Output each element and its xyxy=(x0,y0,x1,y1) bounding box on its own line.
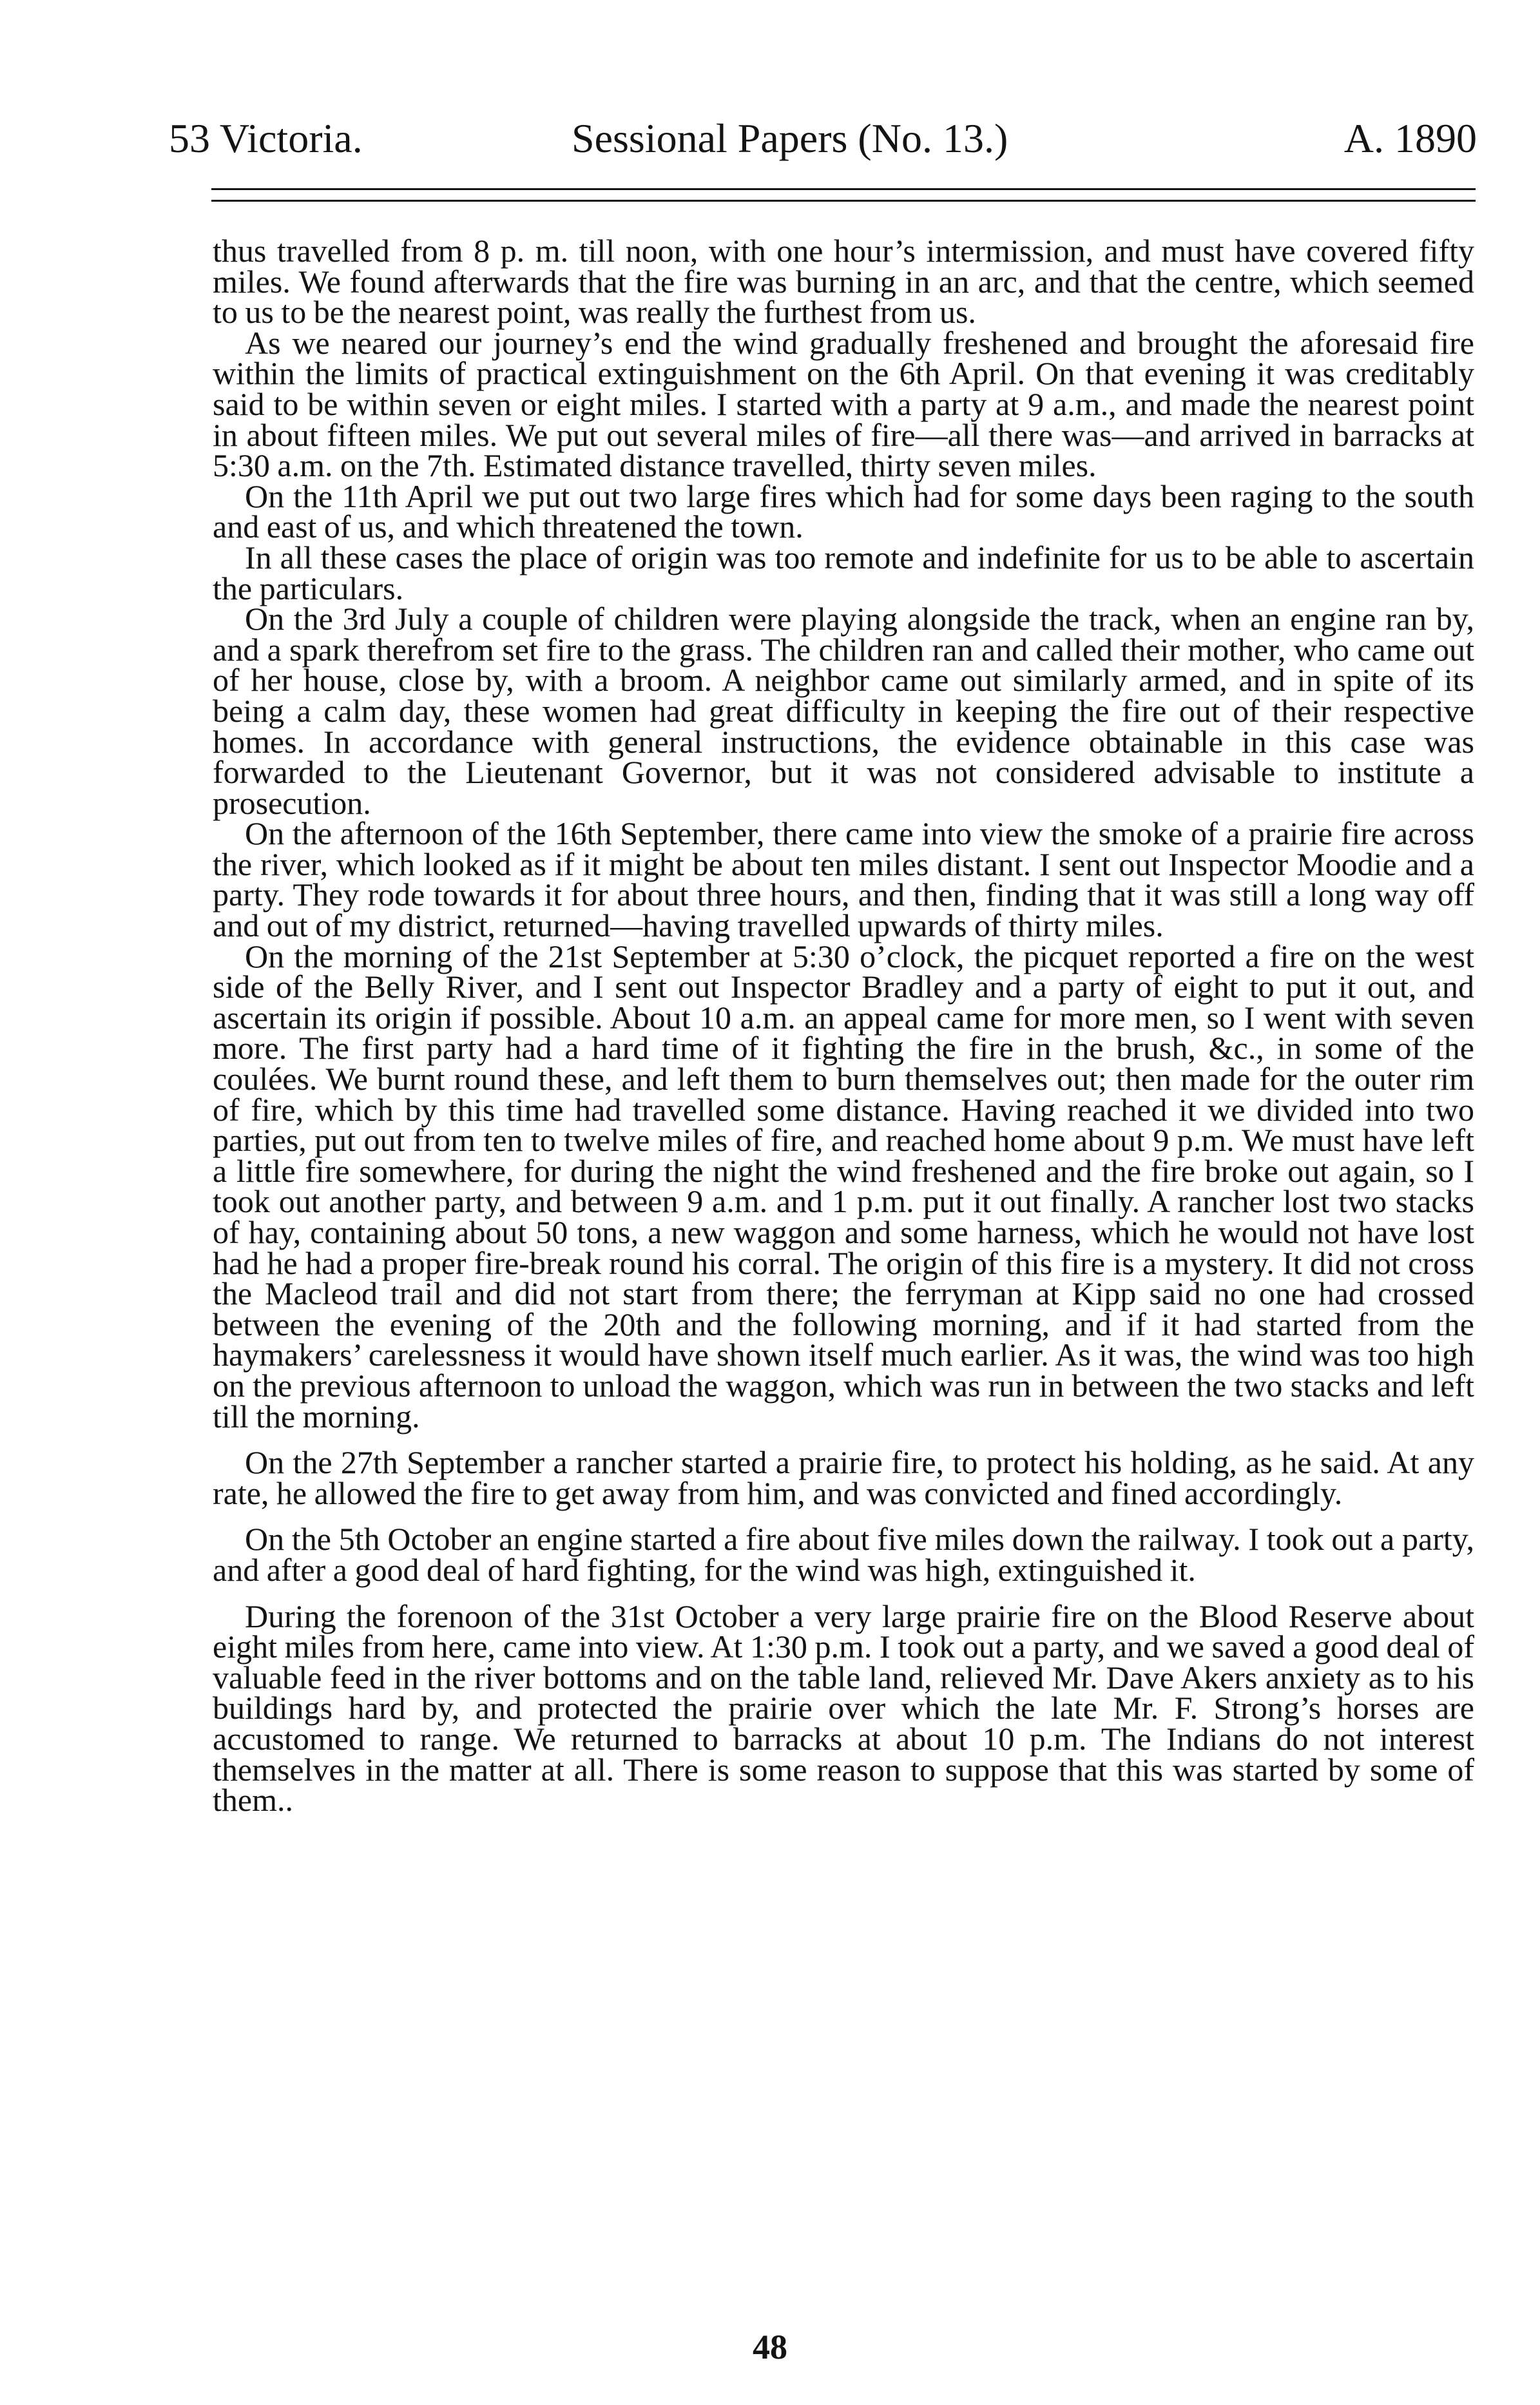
paragraph-27th-september: On the 27th September a rancher started a prairie fire, to protect his holding, as he said. At any rate, he allowed the fire to get away from him, and was convicted and fined accordingly. xyxy=(213,1444,1474,1511)
header-rule-bottom xyxy=(211,200,1476,202)
paragraph-31st-october: During the forenoon of the 31st October a very large prairie fire on the Blood Reserve about eight miles from here, came into view. At 1:30 p.m. I took out a party, and we saved a good deal of valuable feed in the river bottoms and on the table land, relieved Mr. Dave Akers anxiety as to his buildings hard by, and protected the prairie over which the late Mr. F. Strong’s horses are accustomed to range. We returned to barracks at about 10 p.m. The Indians do not interest themselves in the matter at all. There is some reason to suppose that this was started by some of them.. xyxy=(213,1598,1474,1819)
paragraph-21st-september: On the morning of the 21st September at 5:30 o’clock, the picquet reported a fire on the west side of the Belly River, and I sent out Inspector Bradley and a party of eight to put it out, and ascertain its origin if possible. About 10 a.m. an appeal came for more men, so I went with seven more. The first party had a hard time of it fighting the fire in the brush, &c., in some of the coulées. We burnt round these, and left them to burn themselves out; then made for the outer rim of fire, which by this time had travelled some distance. Having reached it we divided into two parties, put out from ten to twelve miles of fire, and reached home about 9 p.m. We must have left a little fire somewhere, for during the night the wind freshened and the fire broke out again, so I took out another party, and between 9 a.m. and 1 p.m. put it out finally. A rancher lost two stacks of hay, containing about 50 tons, a new waggon and some harness, which he would not have lost had he had a proper fire-break round his corral. The origin of this fire is a mystery. It did not cross the Macleod trail and did not start from there; the ferryman at Kipp said no one had crossed between the evening of the 20th and the following morning, and if it had started from the haymakers’ carelessness it would have shown itself much earlier. As it was, the wind was too high on the previous afternoon to unload the waggon, which was run in between the two stacks and left till the morning. xyxy=(213,938,1474,1434)
paragraph-continuation: thus travelled from 8 p. m. till noon, with one hour’s intermission, and must have covered fifty miles. We found afterwards that the fire was burning in an arc, and that the centre, which seemed to us to be the nearest point, was really the furthest from us. xyxy=(213,233,1474,331)
body-text xyxy=(213,233,1474,1819)
paragraph-16th-september: On the afternoon of the 16th September, there came into view the smoke of a prairie fire across the river, which looked as if it might be about ten miles distant. I sent out Inspector Moodie and a party. They rode towards it for about three hours, and then, finding that it was still a long way off and out of my district, returned—having travelled upwards of thirty miles. xyxy=(213,815,1474,944)
header-regnal-year: 53 Victoria. xyxy=(169,115,363,161)
page-number: 48 xyxy=(753,2328,787,2366)
paragraph-6th-april: As we neared our journey’s end the wind gradually freshened and brought the aforesaid fire within the limits of practical extinguishment on the 6th April. On that evening it was creditably said to be within seven or eight miles. I started with a party at 9 a.m., and made the nearest point in about fifteen miles. We put out several miles of fire—all there was—and arrived in barracks at 5:30 a.m. on the 7th. Estimated distance travelled, thirty seven miles. xyxy=(213,324,1474,484)
header-title: Sessional Papers (No. 13.) xyxy=(572,115,1008,161)
paragraph-3rd-july: On the 3rd July a couple of children were playing alongside the track, when an engine ran by, and a spark therefrom set fire to the grass. The children ran and called their mother, who came out of her house, close by, with a broom. A neighbor came out similarly armed, and in spite of its being a calm day, these women had great difficulty in keeping the fire out of their respective homes. In accordance with general instructions, the evidence obtainable in this case was forwarded to the Lieutenant Governor, but it was not considered advisable to institute a prosecution. xyxy=(213,601,1474,821)
paragraph-11th-april: On the 11th April we put out two large fires which had for some days been raging to the south and east of us, and which threatened the town. xyxy=(213,478,1474,545)
header-year: A. 1890 xyxy=(1343,115,1477,161)
paragraph-5th-october: On the 5th October an engine started a fire about five miles down the railway. I took out a party, and after a good deal of hard fighting, for the wind was high, extinguished it. xyxy=(213,1521,1474,1588)
paragraph-place-of-origin: In all these cases the place of origin was too remote and indefinite for us to be able to ascertain the particulars. xyxy=(213,539,1474,606)
running-header xyxy=(169,113,1477,164)
header-rule-top xyxy=(211,188,1476,190)
